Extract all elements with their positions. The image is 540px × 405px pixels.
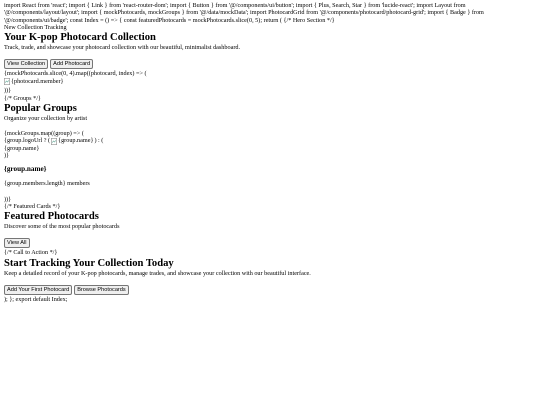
cta-comment-text: {/* Call to Action */}: [4, 249, 58, 257]
broken-image-icon: [4, 78, 10, 85]
groups-title: Popular Groups: [4, 102, 77, 114]
browse-photocards-button[interactable]: Browse Photocards: [74, 285, 129, 295]
logo-condition-suffix: ) : (: [94, 137, 104, 145]
cta-button-row: [4, 285, 536, 295]
photocard-image-alt: {photocard.member}: [11, 77, 64, 85]
featured-button-row: [4, 238, 536, 248]
groups-description: Organize your collection by artist: [4, 114, 88, 122]
group-image-alt: {group.name}: [58, 137, 94, 145]
view-collection-button[interactable]: View Collection: [4, 59, 48, 69]
groups-map-text: {mockGroups.map((group) => (: [4, 130, 84, 138]
close-paren-text: )}: [4, 152, 10, 159]
code-imports-text: import React from 'react'; import { Link } from 'react-router-dom'; import { Button } from '@/components/ui/button'; import { Plus, Search, Star } from 'lucide-react'; import Layout from '@/components/layout/layout'; import { mockPhotocards, mockGroups } from '@/data/mockData'; import PhotocardGrid from '@/components/photocard/photocard-grid'; import { Badge } from '@/components/ui/badge'; const Index = () => { const featuredPhotocards = mockPhotocards.slice(0, 5); return ( {/* Hero Section */}: [4, 2, 484, 24]
group-members-text: {group.members.length} members: [4, 180, 90, 188]
photocards-map-text: {mockPhotocards.slice(0, 4).map((photocard, index) => (: [4, 70, 147, 78]
export-text: ); }; export default Index;: [4, 296, 68, 304]
cta-description: Keep a detailed record of your K-pop photocards, manage trades, and showcase your collection with our beautiful interface.: [4, 269, 311, 277]
close-map-text-1: ))}: [4, 87, 12, 95]
hero-description: Track, trade, and showcase your photocard collection with our beautiful, minimalist dashboard.: [4, 44, 241, 52]
add-photocard-button[interactable]: Add Photocard: [50, 59, 93, 69]
featured-description: Discover some of the most popular photocards: [4, 223, 120, 231]
cta-title: Start Tracking Your Collection Today: [4, 257, 174, 269]
view-all-button[interactable]: View All: [4, 238, 30, 248]
hero-title: Your K-pop Photocard Collection: [4, 32, 156, 44]
hero-button-row: [4, 59, 536, 69]
spacer: [4, 188, 536, 196]
featured-title: Featured Photocards: [4, 211, 99, 223]
groups-comment-text: {/* Groups */}: [4, 94, 41, 102]
broken-image-icon: [51, 138, 57, 145]
add-first-photocard-button[interactable]: Add Your First Photocard: [4, 285, 72, 295]
featured-comment-text: {/* Featured Cards */}: [4, 202, 61, 210]
close-map-text-2: ))}: [4, 195, 12, 203]
group-logo-row: [4, 137, 103, 144]
photocard-image: [4, 78, 64, 85]
group-name-heading: {group.name}: [4, 165, 47, 174]
badge-text: New Collection Tracking: [4, 23, 67, 31]
logo-condition-prefix: {group.logoUrl ? (: [4, 137, 51, 145]
group-name-fallback: {group.name}: [4, 144, 40, 152]
